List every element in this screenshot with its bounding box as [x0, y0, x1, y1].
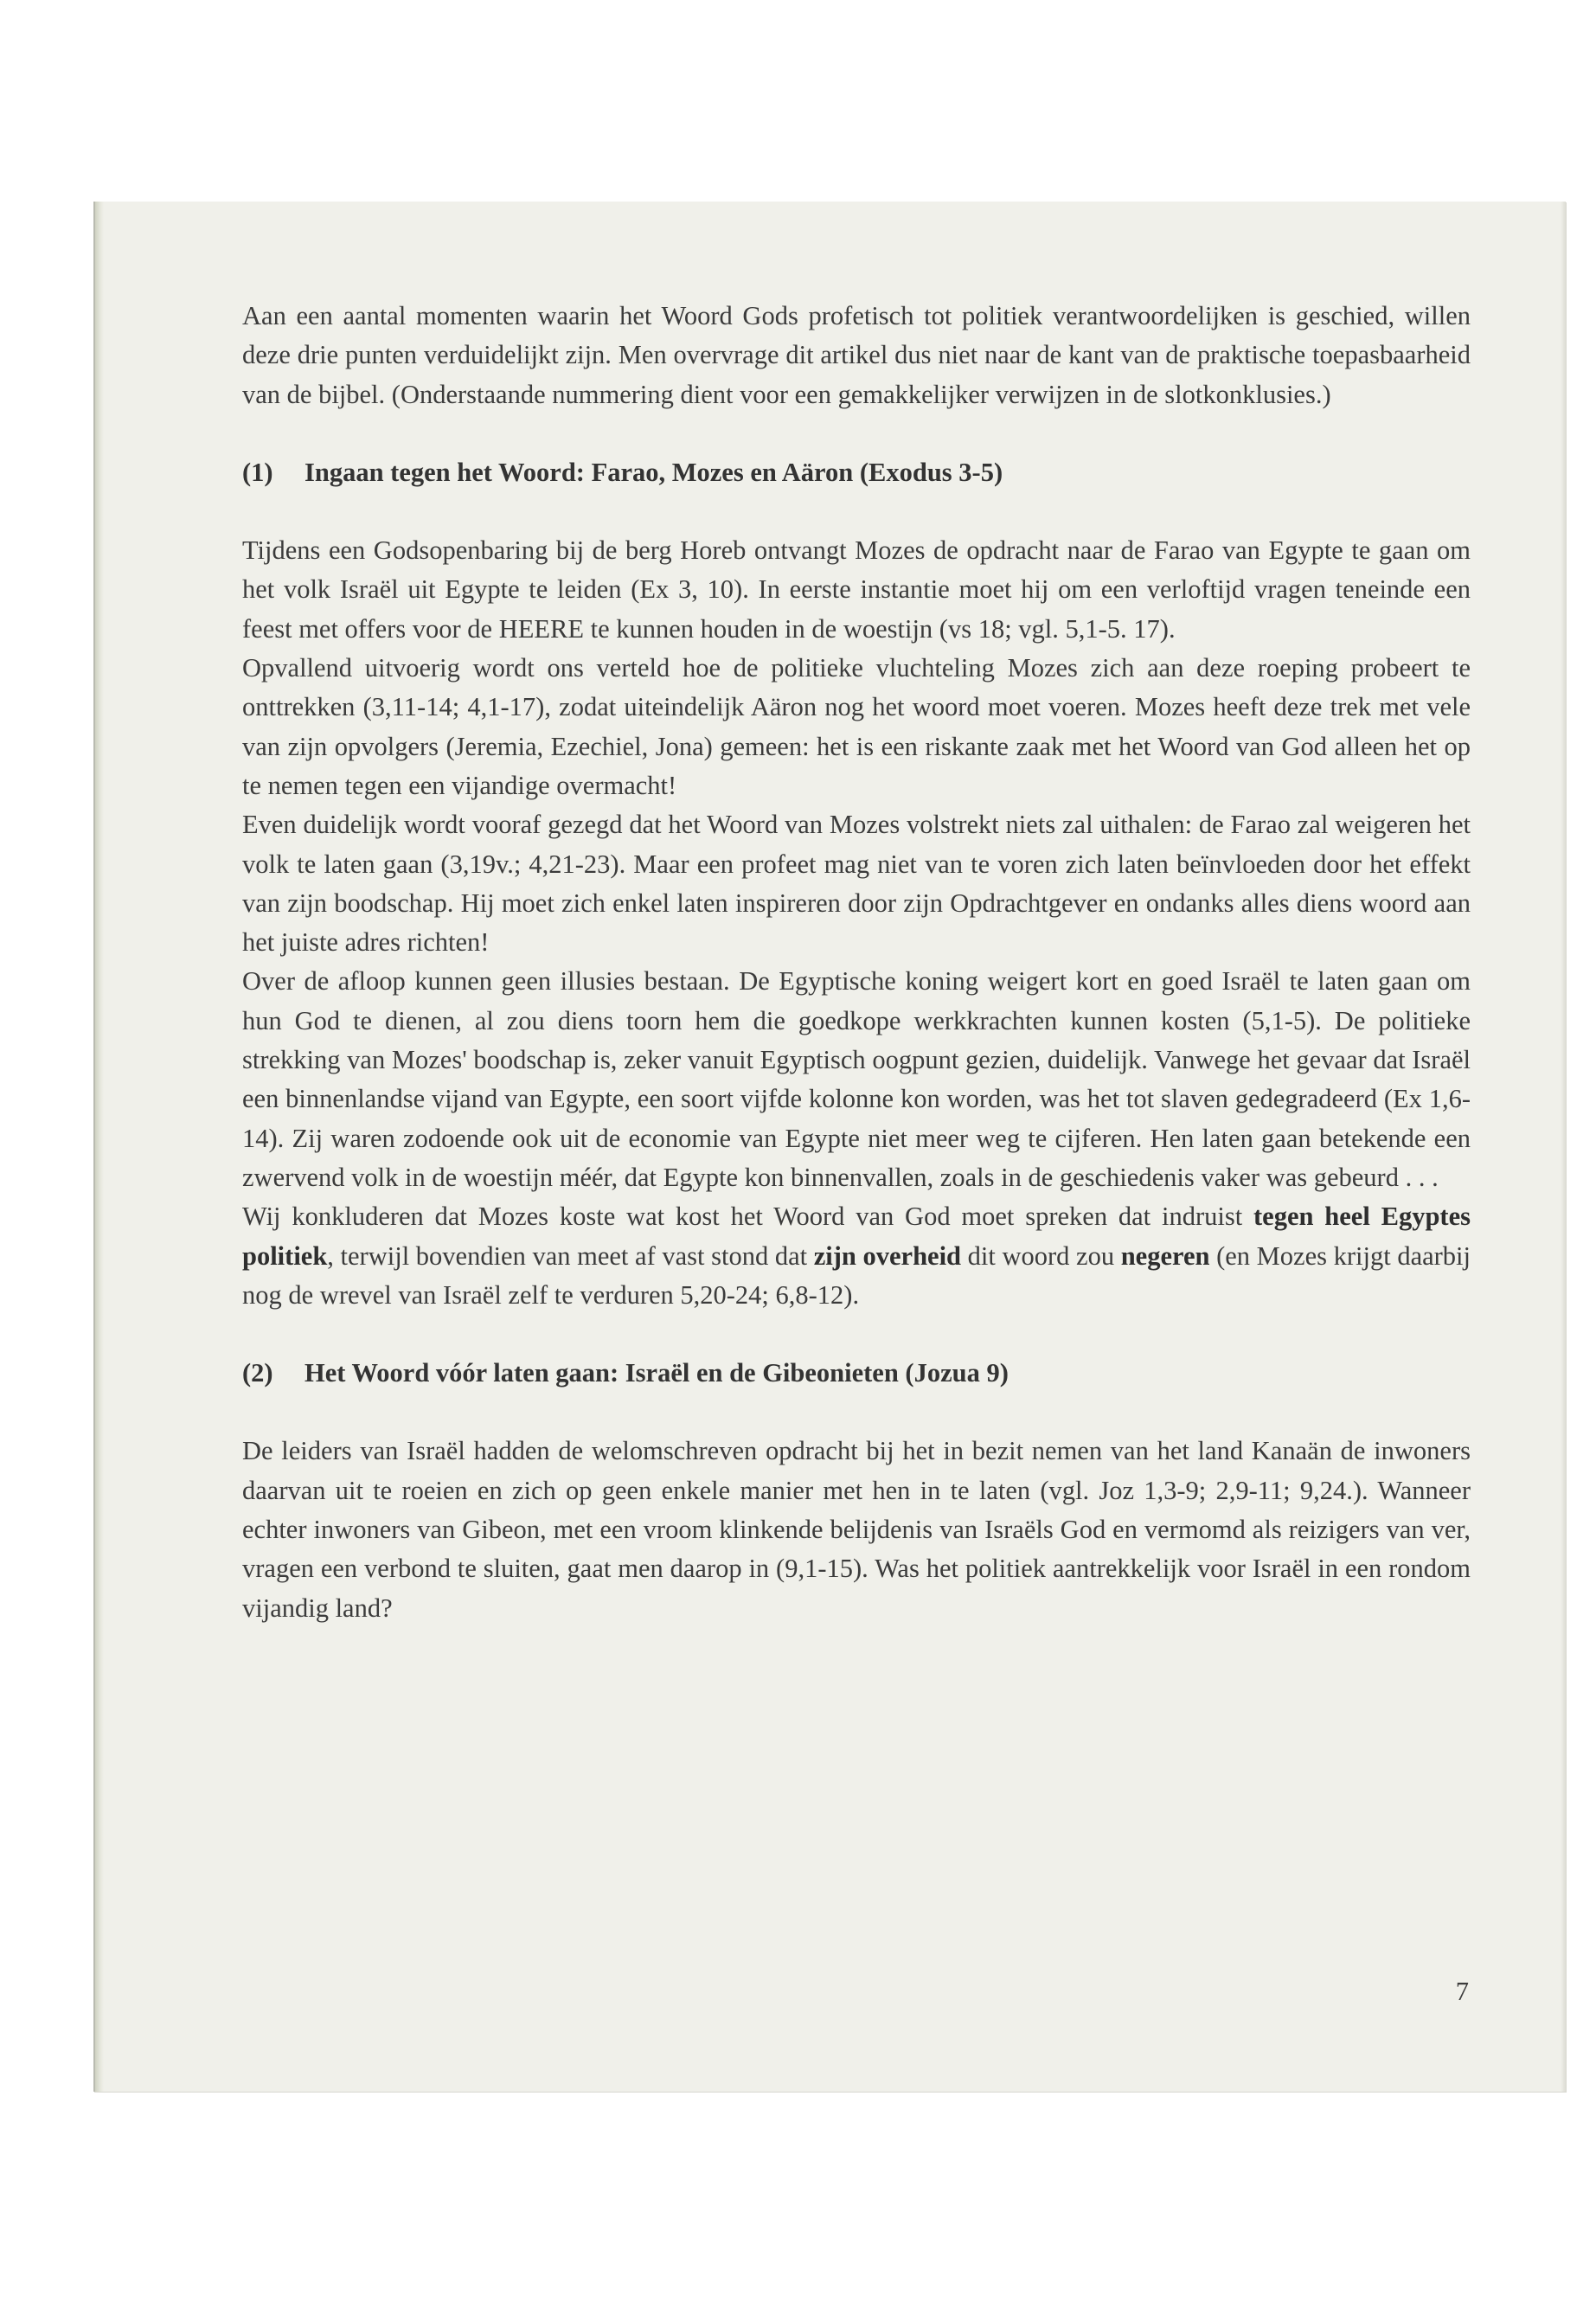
section-2-number: (2) [242, 1358, 273, 1388]
emphasis-zijn-overheid: zijn overheid [813, 1240, 962, 1271]
section-2-paragraph-1: De leiders van Israël hadden de welomschreven opdracht bij het in bezit nemen van het land Kanaän de inwoners daarvan uit te roeien en zich op geen enkele manier met hen in te laten (vgl. Joz 1,3-9; 2,9-11; 9,24.). Wanneer echter inwoners van Gibeon, met een vroom klinkende belijdenis van Israëls God en vermomd als reizigers van ver, vragen een verbond te sluiten, gaat men daarop in (9,1-15). Was het politiek aantrekkelijk voor Israël in een rondom vijandig land? [242, 1436, 1471, 1623]
section-1-paragraph-1: Tijdens een Godsopenbaring bij de berg Horeb ontvangt Mozes de opdracht naar de Farao van Egypte te gaan om het volk Israël uit Egypte te leiden (Ex 3, 10). In eerste instantie moet hij om een verloftijd vragen teneinde een feest met offers voor de HEERE te kunnen houden in de woestijn (vs 18; vgl. 5,1-5. 17). [242, 535, 1471, 644]
page-spine [95, 202, 104, 2092]
text-run: , terwijl bovendien van meet af vast stond dat [327, 1240, 814, 1271]
section-1-paragraph-3: Even duidelijk wordt vooraf gezegd dat het Woord van Mozes volstrekt niets zal uithalen: de Farao zal weigeren het volk te laten gaan (3,19v.; 4,21-23). Maar een profeet mag niet van te voren zich laten beïnvloeden door het effekt van zijn boodschap. Hij moet zich enkel laten inspireren door zijn Opdrachtgever en ondanks alles diens woord aan het juiste adres richten! [242, 810, 1471, 958]
page-edge [1561, 202, 1566, 2092]
page-content [242, 297, 1471, 1628]
section-1-number: (1) [242, 457, 273, 487]
emphasis-negeren: negeren [1120, 1240, 1210, 1271]
book-page [93, 202, 1566, 2092]
page-number: 7 [1455, 1977, 1469, 2006]
text-run: dit woord zou [961, 1240, 1121, 1271]
text-run: (en Mozes krijgt daarbij nog de wrevel van Israël zelf te verduren 5,20-24; 6,8-12). [242, 1240, 1471, 1310]
section-1-heading [242, 453, 1471, 492]
section-2-heading [242, 1354, 1471, 1393]
emphasis-egyptes-politiek: tegen heel Egyptes politiek [242, 1202, 1471, 1271]
section-1-paragraph-5 [242, 1197, 1471, 1315]
section-1-paragraph-4: Over de afloop kunnen geen illusies bestaan. De Egyptische koning weigert kort en goed Israël te laten gaan om hun God te dienen, al zou diens toorn hem die goedkope werkkrachten kunnen kosten (5,1-5). De politieke strekking van Mozes' boodschap is, zeker vanuit Egyptisch oogpunt gezien, duidelijk. Vanwege het gevaar dat Israël een binnenlandse vijand van Egypte, een soort vijfde kolonne kon worden, was het tot slaven gedegradeerd (Ex 1,6-14). Zij waren zodoende ook uit de economie van Egypte niet meer weg te cijferen. Hen laten gaan betekende een zwervend volk in de woestijn méér, dat Egypte kon binnenvallen, zoals in de geschiedenis vaker was gebeurd . . . [242, 966, 1471, 1192]
section-2-title: Het Woord vóór laten gaan: Israël en de Gibeonieten (Jozua 9) [304, 1358, 1009, 1388]
section-1-title: Ingaan tegen het Woord: Farao, Mozes en Aäron (Exodus 3-5) [304, 457, 1003, 487]
intro-paragraph: Aan een aantal momenten waarin het Woord Gods profetisch tot politiek verantwoordelijken is geschied, willen deze drie punten verduidelijkt zijn. Men overvrage dit artikel dus niet naar de kant van de praktische toepasbaarheid van de bijbel. (Onderstaande nummering dient voor een gemakkelijker verwijzen in de slotkonklusies.) [242, 301, 1471, 409]
text-run: Wij konkluderen dat Mozes koste wat kost het Woord van God moet spreken dat indruist [242, 1202, 1254, 1232]
section-1-paragraph-2: Opvallend uitvoerig wordt ons verteld hoe de politieke vluchteling Mozes zich aan deze roeping probeert te onttrekken (3,11-14; 4,1-17), zodat uiteindelijk Aäron nog het woord moet voeren. Mozes heeft deze trek met vele van zijn opvolgers (Jeremia, Ezechiel, Jona) gemeen: het is een riskante zaak met het Woord van God alleen het op te nemen tegen een vijandige overmacht! [242, 653, 1471, 800]
